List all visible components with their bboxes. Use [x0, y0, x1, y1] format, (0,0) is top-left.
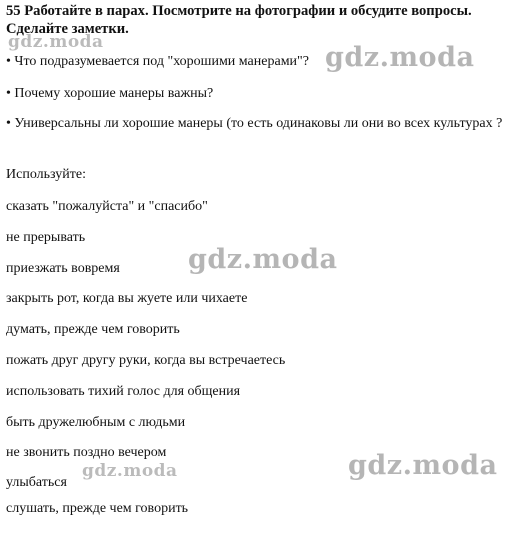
watermark: gdz.moda — [325, 42, 475, 73]
phrase-item: слушать, прежде чем говорить — [6, 501, 189, 516]
watermark: gdz.moda — [8, 32, 104, 52]
phrase-item: не прерывать — [6, 230, 86, 245]
phrase-item: сказать "пожалуйста" и "спасибо" — [6, 199, 208, 214]
question-universal: • Универсальны ли хорошие манеры (то есть одинаковы ли они во всех культурах ? — [6, 116, 503, 131]
watermark: gdz.moda — [188, 244, 338, 275]
use-label: Используйте: — [6, 167, 86, 182]
phrase-item: закрыть рот, когда вы жуете или чихаете — [6, 291, 248, 306]
question-good-manners-meaning: • Что подразумевается под "хорошими манерами"? — [6, 54, 309, 69]
phrase-item: не звонить поздно вечером — [6, 445, 167, 460]
task-title: 55 Работайте в парах. Посмотрите на фотографии и обсудите вопросы. Сделайте заметки. — [6, 3, 472, 37]
phrase-item: пожать друг другу руки, когда вы встречаетесь — [6, 353, 286, 368]
phrase-item: быть дружелюбным с людьми — [6, 415, 186, 430]
phrase-item: использовать тихий голос для общения — [6, 384, 241, 399]
watermark: gdz.moda — [82, 461, 178, 481]
phrase-item: приезжать вовремя — [6, 261, 120, 276]
question-why-important: • Почему хорошие манеры важны? — [6, 86, 214, 101]
watermark: gdz.moda — [348, 450, 498, 481]
phrase-item: улыбаться — [6, 475, 67, 490]
phrase-item: думать, прежде чем говорить — [6, 322, 180, 337]
